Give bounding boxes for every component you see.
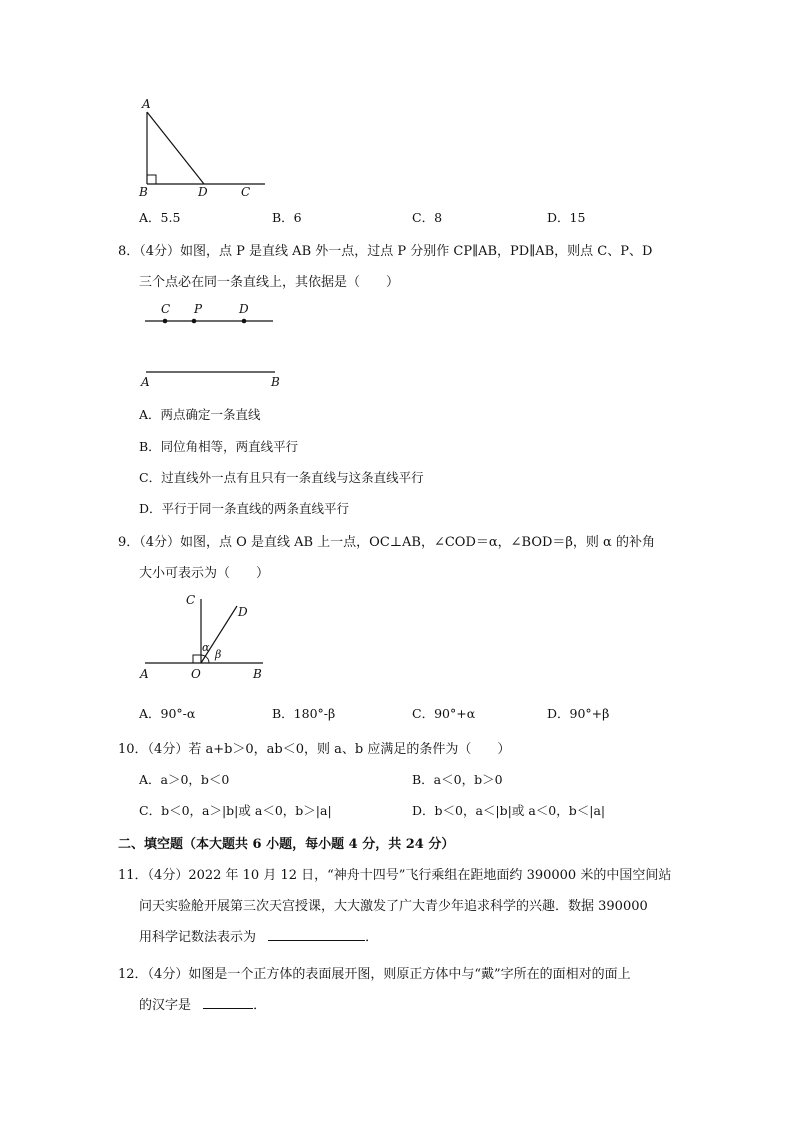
q7-option-b[interactable]: B．6 [272, 210, 302, 225]
point-d [242, 319, 247, 324]
q9-option-b[interactable]: B．180°-β [272, 706, 336, 721]
q11-stem-line-3 [139, 926, 378, 945]
q11-answer-blank[interactable] [268, 928, 365, 941]
q11-stem-line-1: 11．（4分）2022 年 10 月 12 日，“神舟十四号”飞行乘组在距地面约 390000 米的中国空间站 [118, 868, 672, 883]
q10-option-b[interactable]: B．a＜0，b＞0 [412, 772, 503, 787]
right-angle-mark [147, 175, 156, 184]
point-label-d: D [238, 605, 248, 619]
q7-option-d[interactable]: D．15 [547, 210, 586, 225]
angle-arc-beta [205, 656, 209, 663]
point-p [192, 319, 197, 324]
q8-parallel-lines-figure [135, 296, 295, 391]
point-label-a: A [140, 667, 149, 681]
q9-stem-line-2: 大小可表示为（ ） [139, 566, 270, 581]
section-heading-fill-in: 二、填空题（本大题共 6 小题，每小题 4 分，共 24 分） [118, 837, 455, 852]
point-label-c: C [241, 185, 251, 199]
q12-line-end: ． [253, 998, 267, 1013]
point-label-a: A [142, 97, 151, 111]
q10-option-a[interactable]: A．a＞0，b＜0 [139, 772, 230, 787]
point-label-b: B [271, 375, 280, 389]
q11-stem-line-2: 问天实验舱开展第三次天宫授课，大大激发了广大青少年追求科学的兴趣．数据 390000 [139, 899, 648, 914]
q10-option-d[interactable]: D．b＜0，a＜|b|或 a＜0，b＜|a| [412, 803, 606, 818]
q9-option-d[interactable]: D．90°+β [547, 706, 610, 721]
angle-arc-alpha [201, 655, 205, 656]
point-c [163, 319, 168, 324]
q7-triangle-figure [130, 92, 280, 204]
q8-option-a[interactable]: A．两点确定一条直线 [139, 407, 261, 422]
angle-label-alpha: α [202, 641, 210, 654]
q10-option-c[interactable]: C．b＜0，a＞|b|或 a＜0，b＞|a| [139, 803, 332, 818]
q7-option-c[interactable]: C．8 [412, 210, 443, 225]
point-label-p: P [194, 302, 203, 316]
q9-stem-line-1: 9．（4分）如图，点 O 是直线 AB 上一点，OC⊥AB，∠COD＝α，∠BOD＝β，则 α 的补角 [118, 535, 655, 550]
point-label-c: C [186, 593, 196, 607]
point-label-c: C [161, 302, 171, 316]
q9-option-a[interactable]: A．90°-α [139, 706, 196, 721]
q8-option-c[interactable]: C．过直线外一点有且只有一条直线与这条直线平行 [139, 470, 424, 485]
q9-option-c[interactable]: C．90°+α [412, 706, 476, 721]
segment-ad [147, 112, 204, 184]
q12-answer-blank[interactable] [203, 996, 253, 1009]
point-label-b: B [139, 185, 148, 199]
q10-stem: 10．（4分）若 a+b＞0，ab＜0，则 a、b 应满足的条件为（ ） [118, 742, 511, 757]
q12-stem-line-2 [139, 994, 266, 1013]
q7-option-a[interactable]: A．5.5 [139, 210, 181, 225]
point-label-d: D [239, 302, 249, 316]
q11-line-end: ． [365, 930, 379, 945]
q12-stem-line-1: 12．（4分）如图是一个正方体的表面展开图，则原正方体中与“戴”字所在的面相对的面上 [118, 967, 631, 982]
q8-stem-line-1: 8．（4分）如图，点 P 是直线 AB 外一点，过点 P 分别作 CP∥AB，PD∥AB，则点 C、P、D [118, 244, 653, 259]
q8-option-b[interactable]: B．同位角相等，两直线平行 [139, 439, 299, 454]
angle-label-beta: β [215, 648, 222, 661]
q8-option-d[interactable]: D．平行于同一条直线的两条直线平行 [139, 501, 350, 516]
q12-stem-line-2-text: 的汉字是 [139, 998, 192, 1013]
point-label-b: B [253, 667, 262, 681]
q11-stem-line-3-text: 用科学记数法表示为 [139, 930, 257, 945]
point-label-o: O [191, 667, 201, 681]
point-label-a: A [141, 375, 150, 389]
q8-stem-line-2: 三个点必在同一条直线上，其依据是（ ） [139, 275, 400, 290]
q9-angle-figure [135, 588, 275, 688]
point-label-d: D [198, 185, 208, 199]
right-angle-mark [193, 655, 201, 663]
